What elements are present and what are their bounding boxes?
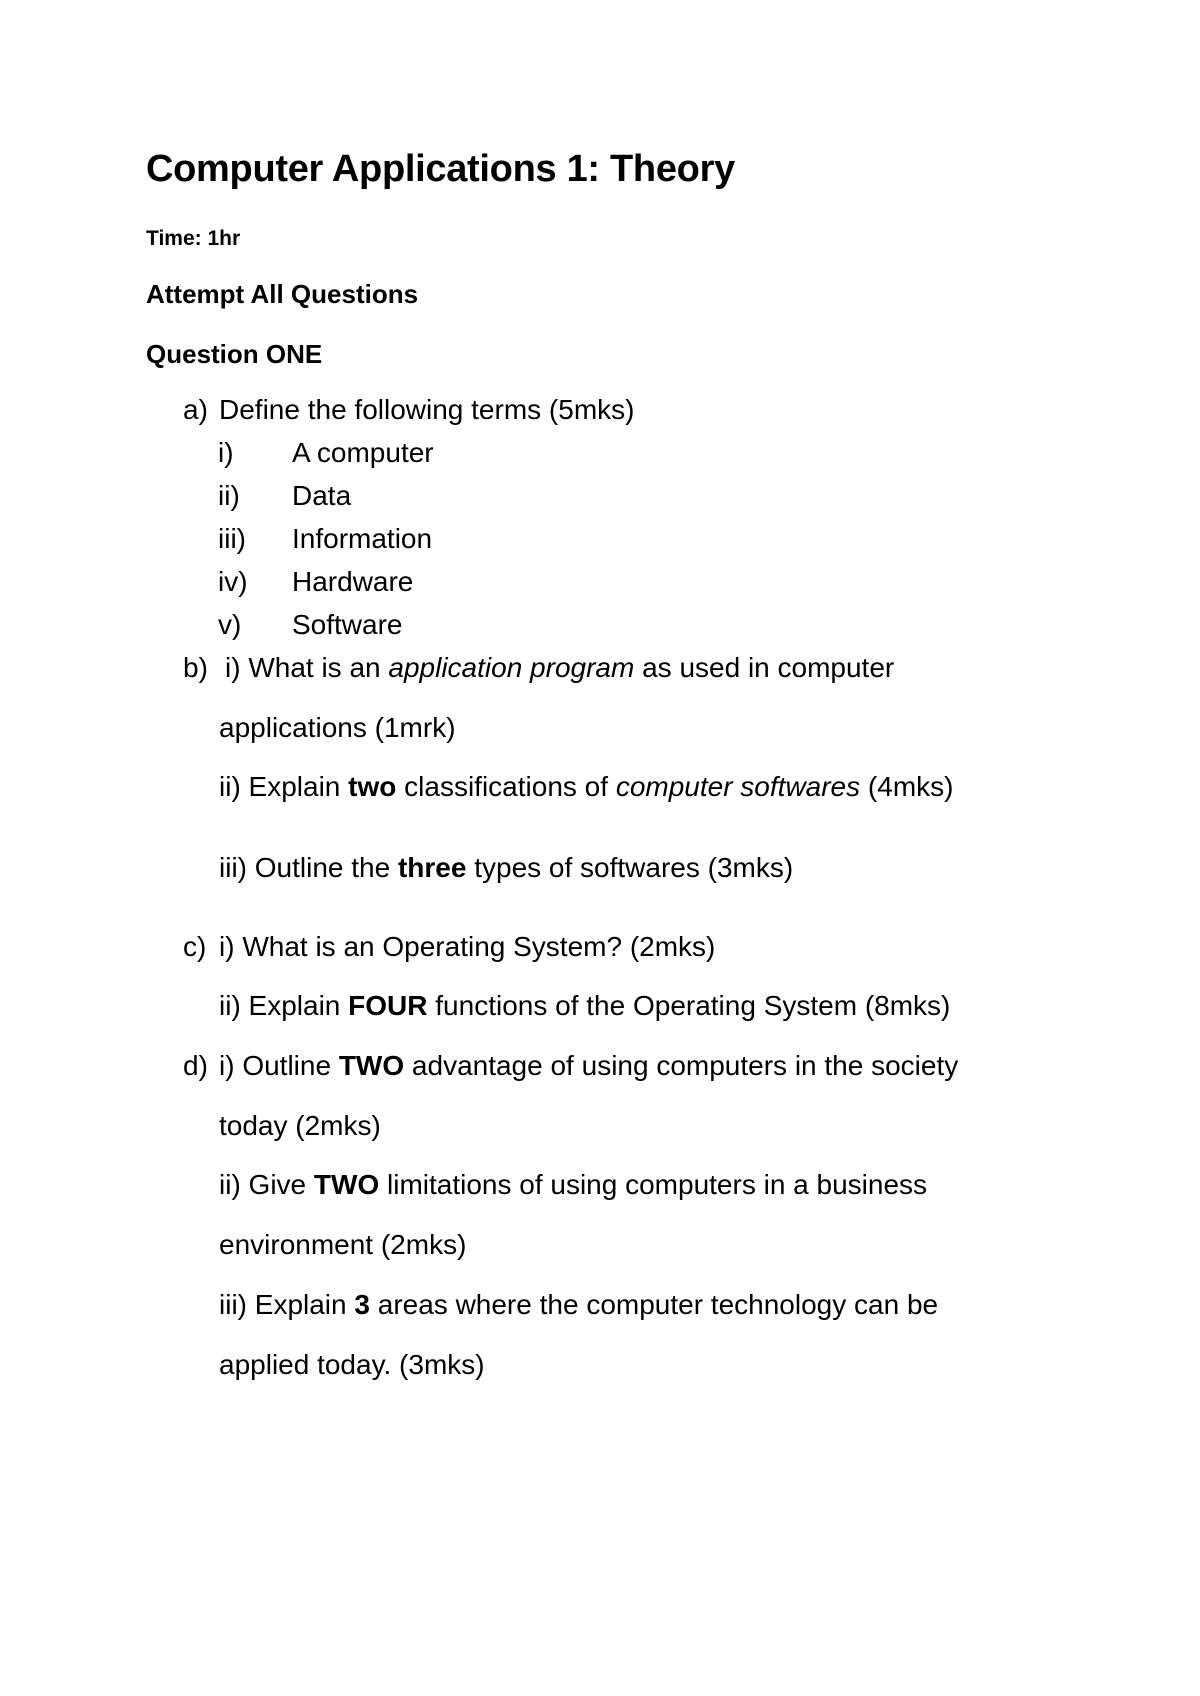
- term-label: Data: [292, 480, 352, 511]
- section-heading: Question ONE: [146, 339, 323, 369]
- term-number: v): [218, 609, 242, 640]
- term-label: A computer: [292, 437, 434, 468]
- question-b-part-3: iii) Outline the three types of softwares (3mks): [219, 852, 794, 883]
- term-number: iv): [218, 566, 248, 597]
- term-number: iii): [218, 523, 246, 554]
- question-a-text: Define the following terms (5mks): [219, 394, 635, 425]
- item-marker-b: b): [183, 652, 208, 683]
- question-d-part-2: ii) Give TWO limitations of using computers in a business: [219, 1169, 928, 1200]
- question-c-part-2: ii) Explain FOUR functions of the Operating System (8mks): [219, 990, 951, 1021]
- item-marker-d: d): [183, 1050, 208, 1081]
- instruction: Attempt All Questions: [146, 279, 419, 309]
- question-b-part-1: i) What is an application program as used in computer: [225, 652, 895, 683]
- item-marker-c: c): [183, 931, 207, 962]
- term-label: Software: [292, 609, 403, 640]
- question-b-part-1-cont: applications (1mrk): [219, 712, 456, 743]
- question-d-part-3: iii) Explain 3 areas where the computer technology can be: [219, 1289, 939, 1320]
- time-allowed: Time: 1hr: [146, 227, 241, 250]
- question-d-part-1: i) Outline TWO advantage of using computers in the society: [219, 1050, 959, 1081]
- question-d-part-1-cont: today (2mks): [219, 1110, 381, 1141]
- term-number: ii): [218, 480, 240, 511]
- item-marker-a: a): [183, 394, 208, 425]
- question-c-part-1: i) What is an Operating System? (2mks): [219, 931, 716, 962]
- term-label: Hardware: [292, 566, 414, 597]
- page-title: Computer Applications 1: Theory: [146, 148, 735, 190]
- term-number: i): [218, 437, 234, 468]
- question-d-part-2-cont: environment (2mks): [219, 1229, 467, 1260]
- question-d-part-3-cont: applied today. (3mks): [219, 1349, 485, 1380]
- question-b-part-2: ii) Explain two classifications of computer softwares (4mks): [219, 771, 954, 802]
- term-label: Information: [292, 523, 433, 554]
